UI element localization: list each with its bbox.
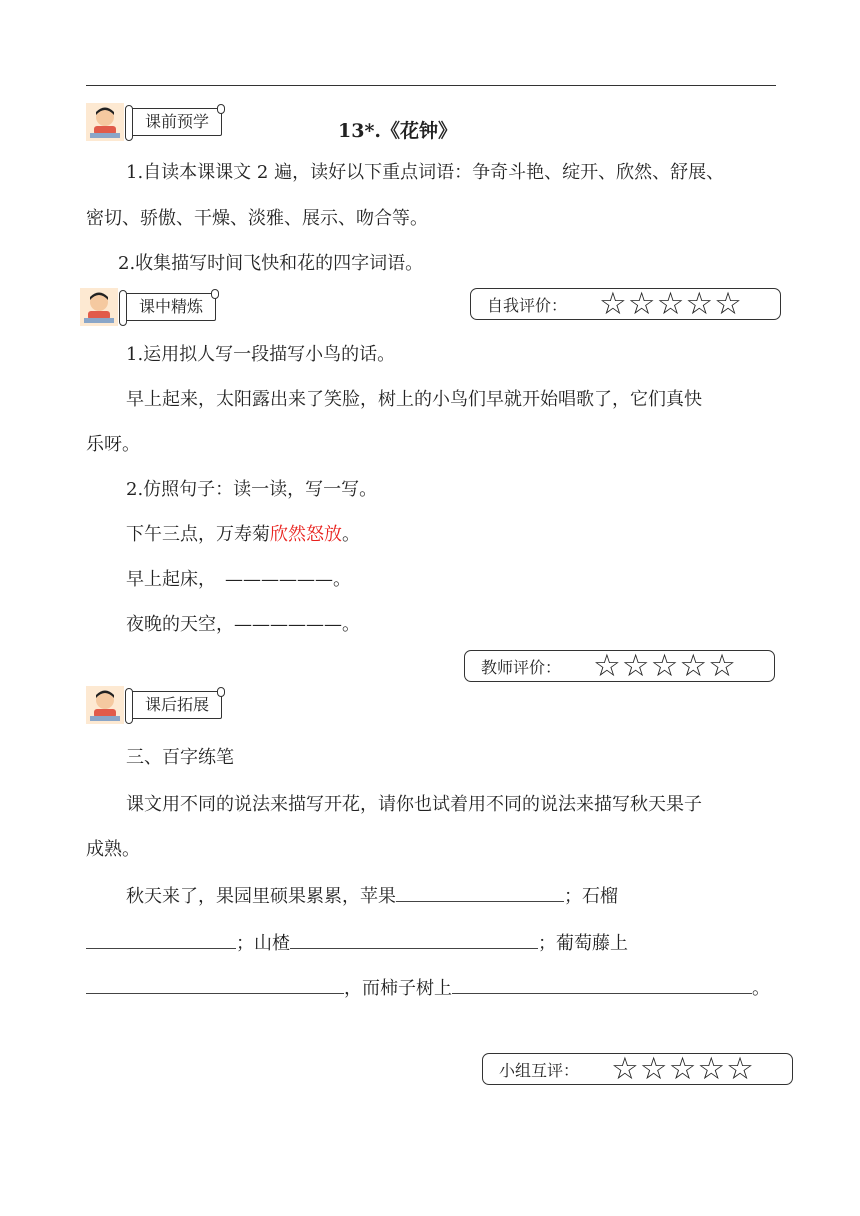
blank-grape[interactable] <box>86 975 344 994</box>
post-desc-line-1: 课文用不同的说法来描写开花，请你也试着用不同的说法来描写秋天果子 <box>126 794 702 815</box>
student-avatar-icon <box>80 288 118 326</box>
header-rule <box>86 85 776 86</box>
student-avatar-icon <box>86 686 124 724</box>
example-end: 。 <box>342 524 360 545</box>
fill-pomegranate-prefix: ；石榴 <box>564 886 618 907</box>
self-rating-stars[interactable]: ☆☆☆☆☆ <box>599 286 743 322</box>
section-mid-label: 课中精炼 <box>124 293 216 321</box>
blank-apple[interactable] <box>396 883 564 902</box>
teacher-rating-stars[interactable]: ☆☆☆☆☆ <box>593 648 737 684</box>
blank-persimmon[interactable] <box>452 975 752 994</box>
pre-item-1-line-1: 1.自读本课课文 2 遍，读好以下重点词语：争奇斗艳、绽开、欣然、舒展、 <box>126 162 725 183</box>
post-fill-line-2 <box>86 930 628 956</box>
mid-example-sentence <box>126 523 360 547</box>
example-prefix: 下午三点，万寿菊 <box>126 524 270 545</box>
pre-item-2: 2.收集描写时间飞快和花的四字词语。 <box>118 253 424 274</box>
post-desc-line-2: 成熟。 <box>86 839 140 860</box>
mid-fill-sentence-2[interactable]: 夜晚的天空，——————。 <box>126 614 360 635</box>
group-rating-stars[interactable]: ☆☆☆☆☆ <box>611 1051 755 1087</box>
fill-apple-prefix: 秋天来了，果园里硕果累累，苹果 <box>126 886 396 907</box>
post-fill-line-1 <box>126 883 618 909</box>
mid-question-2: 2.仿照句子：读一读，写一写。 <box>126 479 378 500</box>
fill-end: 。 <box>752 978 770 999</box>
section-post-label: 课后拓展 <box>130 691 222 719</box>
post-heading: 三、百字练笔 <box>126 747 234 768</box>
mid-example-1-line-1: 早上起来，太阳露出来了笑脸，树上的小鸟们早就开始唱歌了，它们真快 <box>126 389 702 410</box>
teacher-rating-label: 教师评价： <box>481 658 562 677</box>
pre-item-1-line-2: 密切、骄傲、干燥、淡雅、展示、吻合等。 <box>86 208 428 229</box>
fill-persimmon-prefix: ，而柿子树上 <box>344 978 452 999</box>
page-title: 13*.《花钟》 <box>338 120 457 142</box>
section-pre-label: 课前预学 <box>130 108 222 136</box>
blank-pomegranate[interactable] <box>86 930 236 949</box>
fill-grape-prefix: ；葡萄藤上 <box>538 933 628 954</box>
self-rating-label: 自我评价： <box>487 296 568 315</box>
teacher-rating-box <box>464 650 775 682</box>
student-avatar-icon <box>86 103 124 141</box>
group-rating-box <box>482 1053 793 1085</box>
mid-fill-sentence-1[interactable]: 早上起床， ——————。 <box>126 569 351 590</box>
group-rating-label: 小组互评： <box>499 1061 580 1080</box>
blank-hawthorn[interactable] <box>290 930 538 949</box>
self-rating-box <box>470 288 781 320</box>
mid-example-1-line-2: 乐呀。 <box>86 434 140 455</box>
example-highlight: 欣然怒放 <box>270 524 342 545</box>
post-fill-line-3 <box>86 975 770 1001</box>
fill-hawthorn-prefix: ；山楂 <box>236 933 290 954</box>
mid-question-1: 1.运用拟人写一段描写小鸟的话。 <box>126 344 396 365</box>
